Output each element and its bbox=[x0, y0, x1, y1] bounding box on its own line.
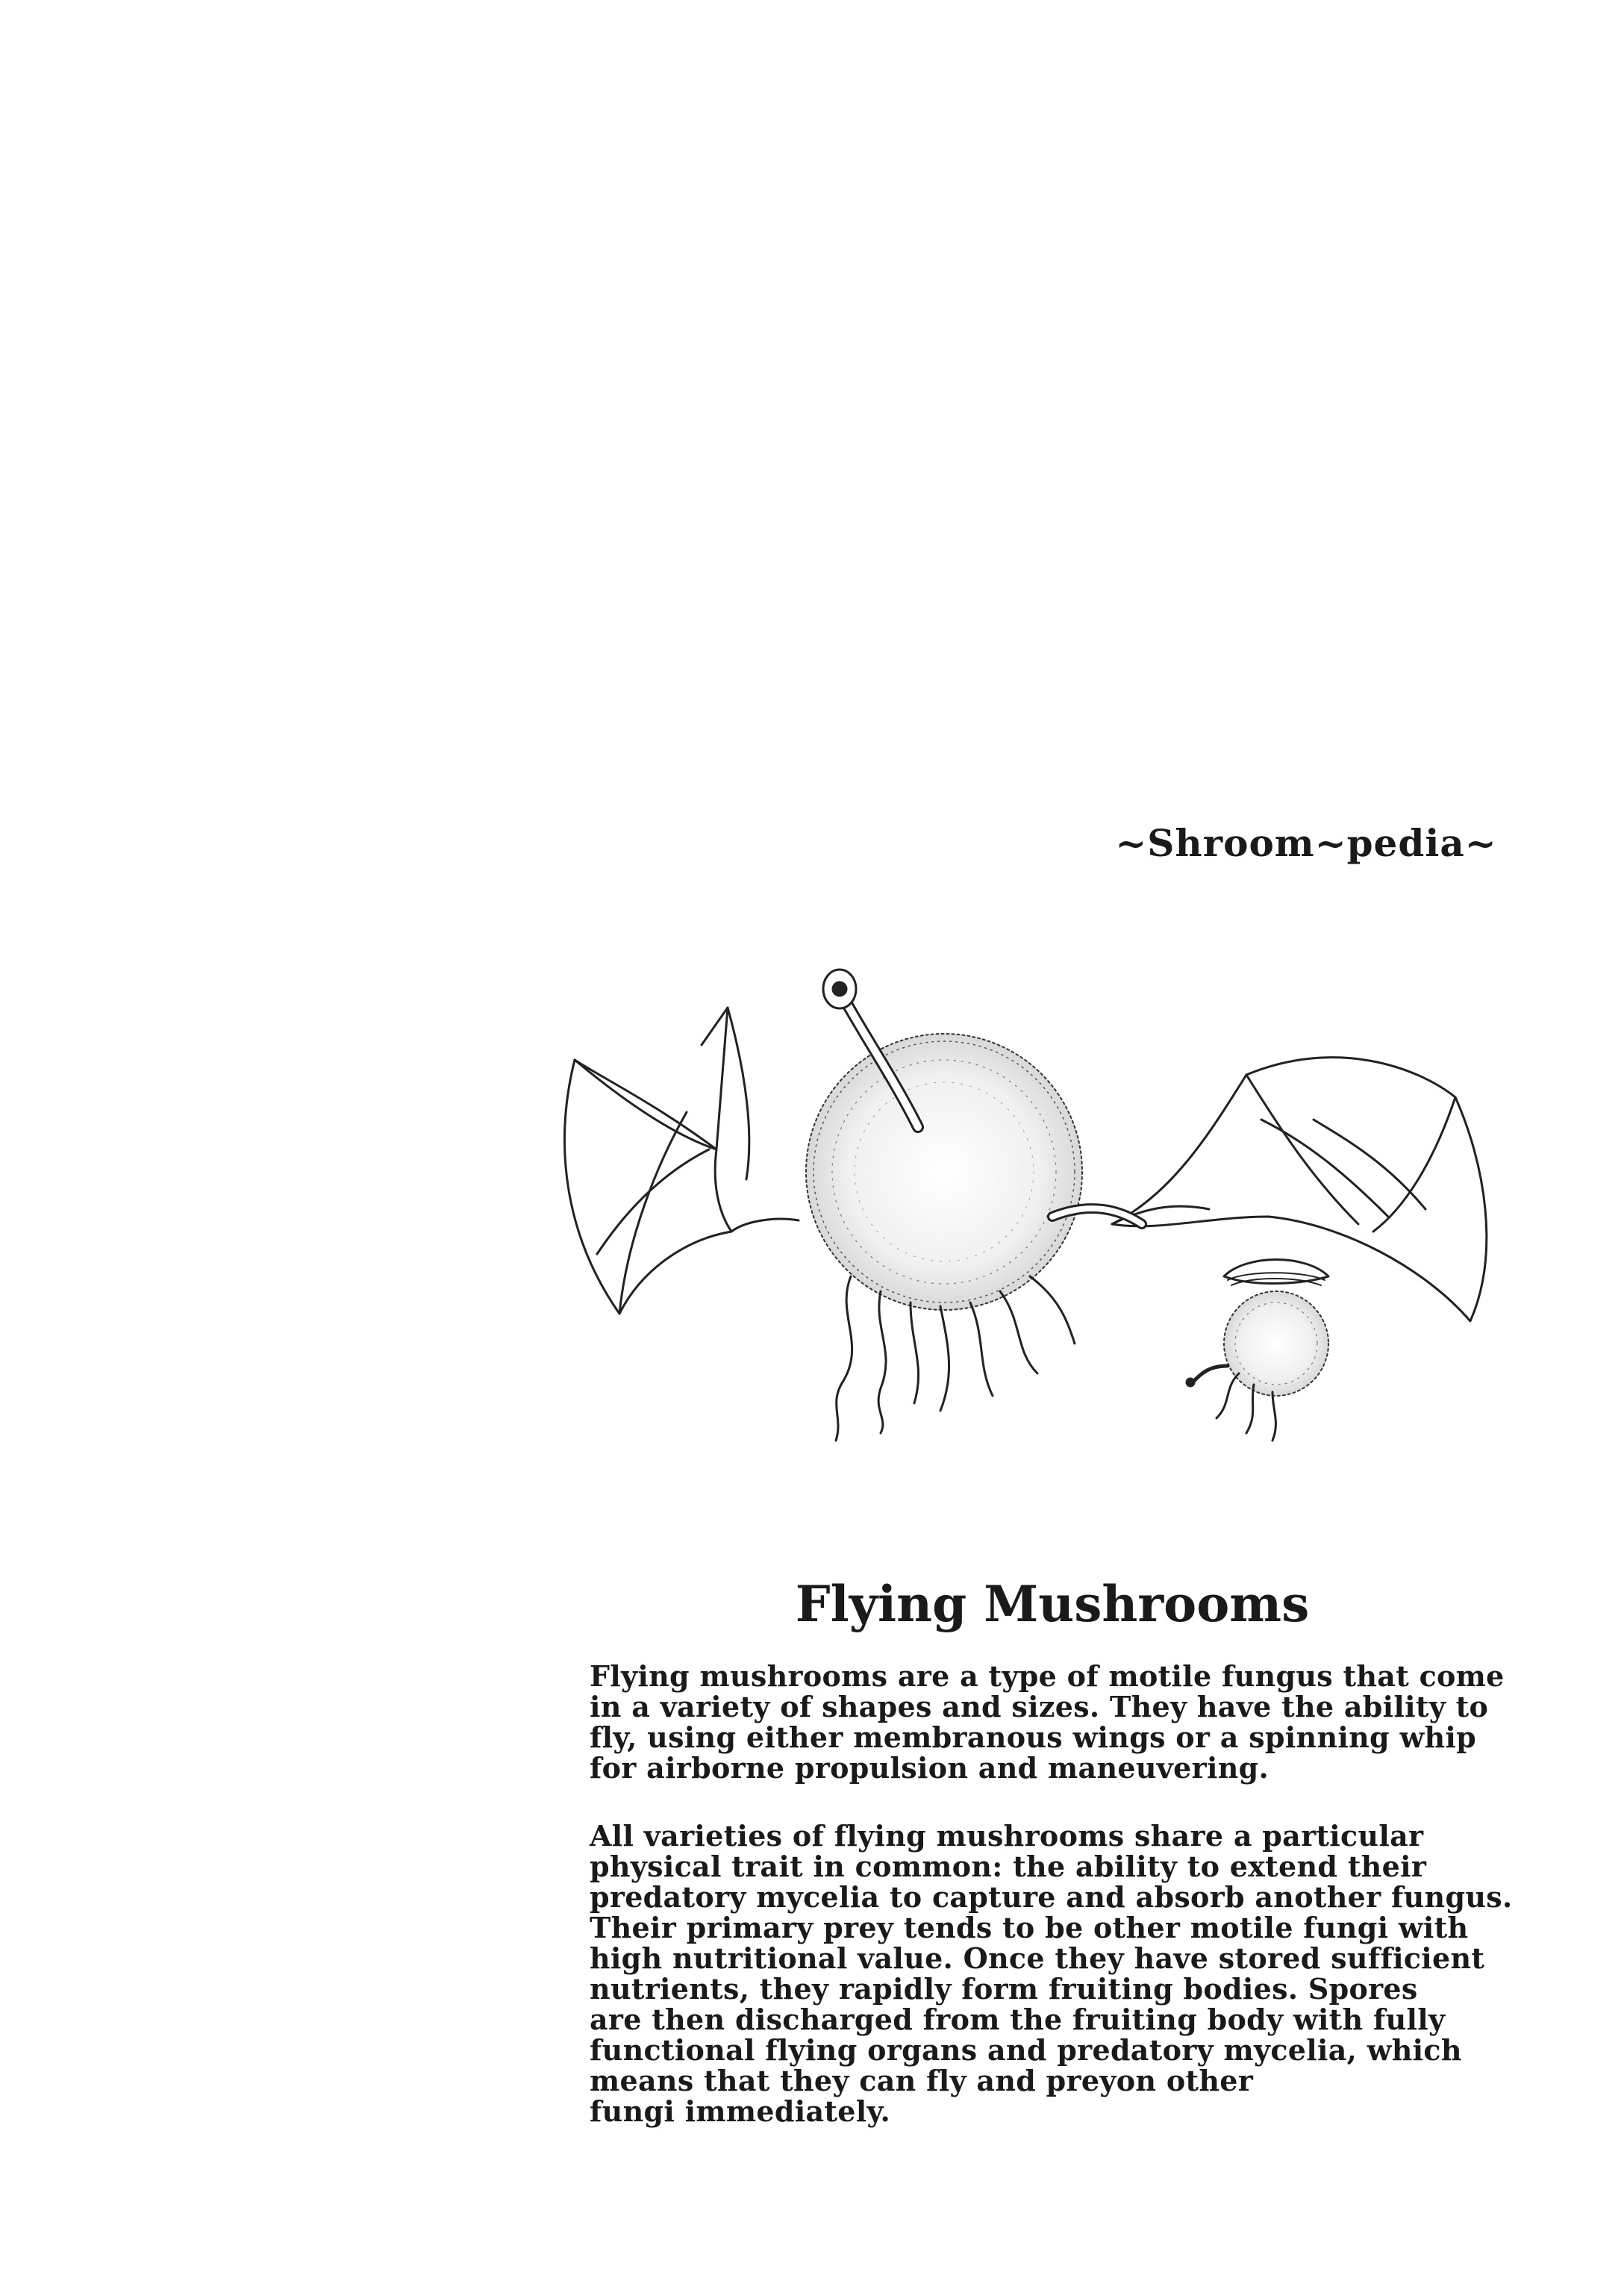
text-line: physical trait in common: the ability to extend their bbox=[590, 1850, 1427, 1883]
entry-paragraph-2 bbox=[590, 1820, 1515, 2126]
text-line: functional flying organs and predatory mycelia, which bbox=[590, 2033, 1462, 2067]
entry-body bbox=[590, 1661, 1515, 2164]
entry-title: Flying Mushrooms bbox=[795, 1575, 1310, 1633]
text-line: high nutritional value. Once they have stored sufficient bbox=[590, 1941, 1485, 1975]
text-line: for airborne propulsion and maneuvering. bbox=[590, 1751, 1269, 1785]
entry-paragraph-1 bbox=[590, 1661, 1515, 1783]
text-line: are then discharged from the fruiting body with fully bbox=[590, 2003, 1446, 2036]
left-wing bbox=[565, 1008, 799, 1314]
text-line: predatory mycelia to capture and absorb another fungus. bbox=[590, 1880, 1513, 1914]
text-line: Flying mushrooms are a type of motile fungus that come bbox=[590, 1659, 1505, 1693]
text-line: means that they can fly and preyon other bbox=[590, 2064, 1254, 2097]
text-line: Their primary prey tends to be other motile fungi with bbox=[590, 1911, 1469, 1944]
text-line: in a variety of shapes and sizes. They have the ability to bbox=[590, 1690, 1489, 1723]
large-mushroom-body bbox=[806, 1034, 1082, 1310]
text-line: fly, using either membranous wings or a spinning whip bbox=[590, 1720, 1476, 1754]
text-line: All varieties of flying mushrooms share a particular bbox=[590, 1819, 1424, 1853]
text-line: nutrients, they rapidly form fruiting bodies. Spores bbox=[590, 1972, 1418, 2006]
text-line: fungi immediately. bbox=[590, 2094, 891, 2128]
flying-mushrooms-illustration bbox=[552, 926, 1530, 1463]
series-title: ~Shroom~pedia~ bbox=[1115, 821, 1497, 865]
small-mushroom bbox=[1187, 1260, 1328, 1441]
